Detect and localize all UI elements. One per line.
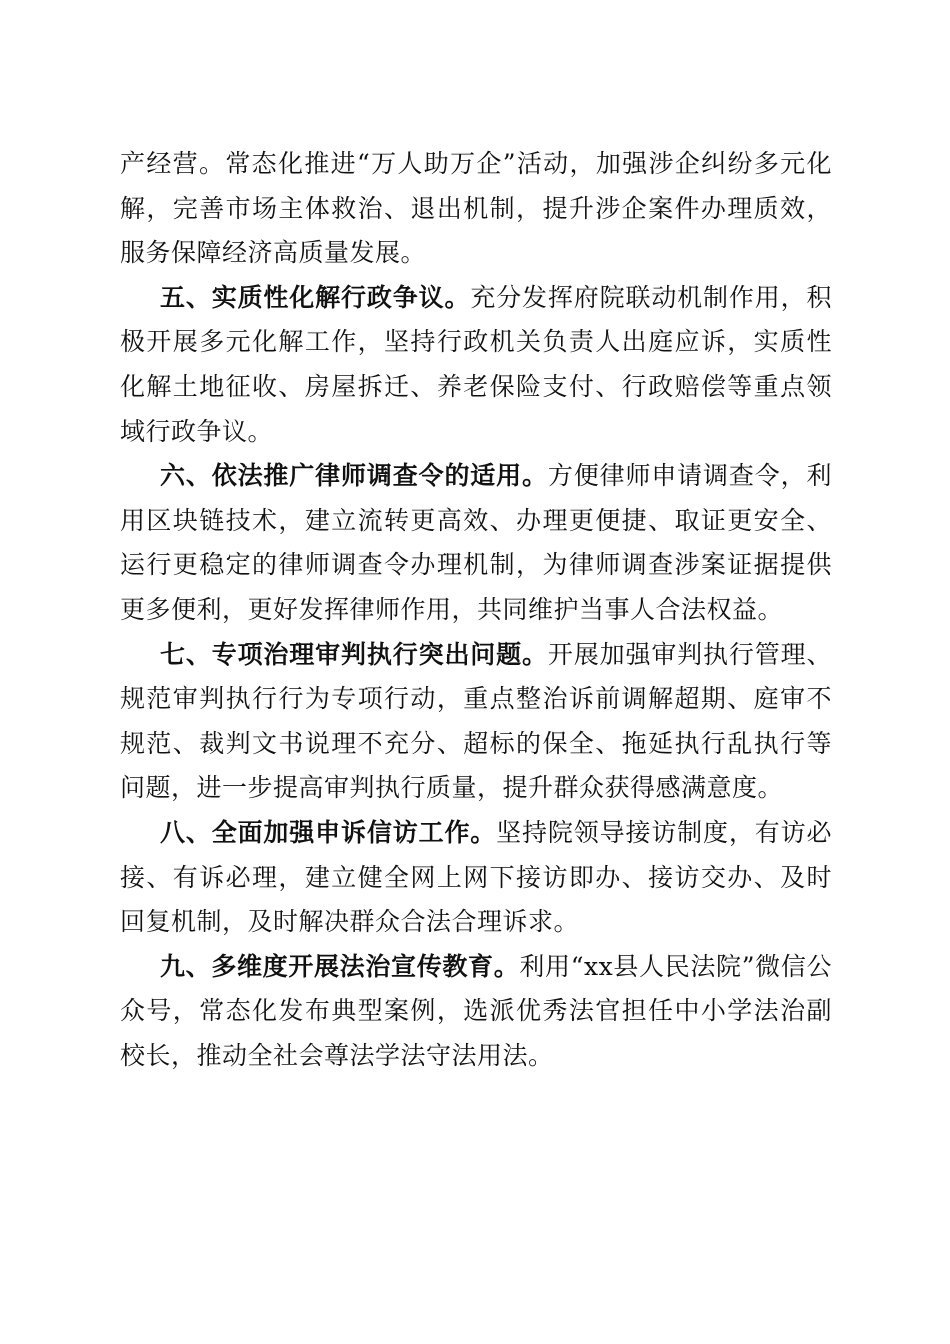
section-7-heading: 七、专项治理审判执行突出问题。: [160, 639, 548, 669]
section-6-paragraph: [120, 454, 832, 632]
section-8-body: 坚持院领导接访制度，有访必接、有诉必理，建立健全网上网下接访即办、接访交办、及时回复机制，及时解决群众合法合理诉求。: [120, 817, 832, 937]
section-8-heading: 八、全面加强申诉信访工作。: [160, 817, 497, 847]
section-6-body: 方便律师申请调查令，利用区块链技术，建立流转更高效、办理更便捷、取证更安全、运行更稳定的律师调查令办理机制，为律师调查涉案证据提供更多便利，更好发挥律师作用，共同维护当事人合法权益。: [120, 461, 832, 624]
document-page: [120, 142, 832, 1078]
section-5-heading: 五、实质性化解行政争议。: [160, 282, 471, 312]
section-5-paragraph: [120, 276, 832, 454]
section-9-paragraph: [120, 945, 832, 1079]
section-5-body: 充分发挥府院联动机制作用，积极开展多元化解工作，坚持行政机关负责人出庭应诉，实质性化解土地征收、房屋拆迁、养老保险支付、行政赔偿等重点领域行政争议。: [120, 282, 832, 446]
section-9-heading: 九、多维度开展法治宣传教育。: [160, 951, 520, 981]
continuation-paragraph: 产经营。常态化推进“万人助万企”活动，加强涉企纠纷多元化解，完善市场主体救治、退出机制，提升涉企案件办理质效，服务保障经济高质量发展。: [120, 149, 832, 268]
section-6-heading: 六、依法推广律师调查令的适用。: [160, 461, 548, 491]
section-9-body: 利用“xx县人民法院”微信公众号，常态化发布典型案例，选派优秀法官担任中小学法治副校长，推动全社会尊法学法守法用法。: [120, 951, 832, 1070]
section-7-body: 开展加强审判执行管理、规范审判执行行为专项行动，重点整治诉前调解超期、庭审不规范、裁判文书说理不充分、超标的保全、拖延执行乱执行等问题，进一步提高审判执行质量，提升群众获得感满意度。: [120, 639, 832, 803]
section-8-paragraph: [120, 811, 832, 945]
section-7-paragraph: [120, 633, 832, 811]
